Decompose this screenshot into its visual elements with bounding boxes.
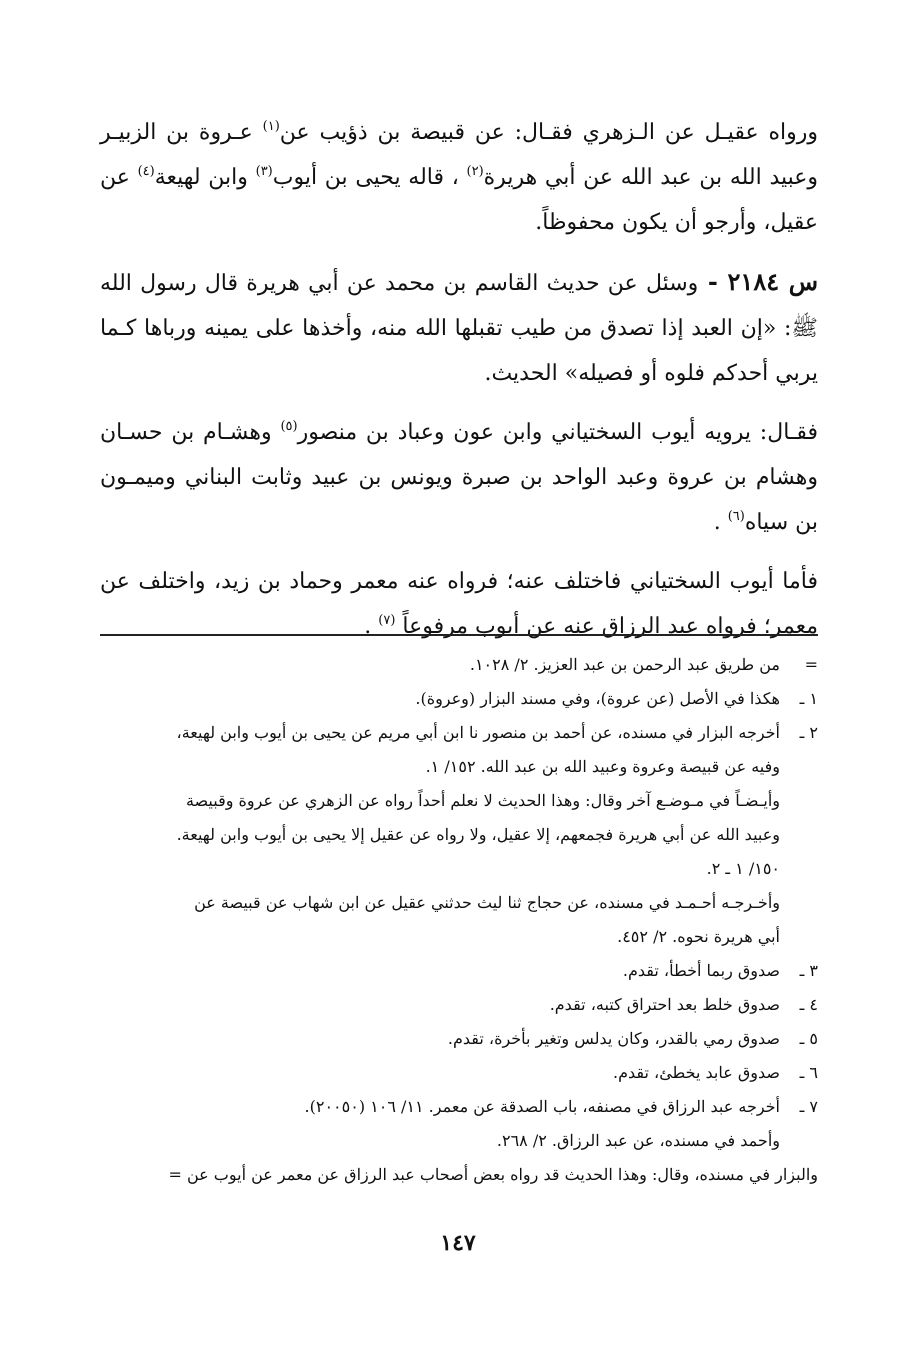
footnote-4	[100, 988, 818, 1022]
footnotes	[100, 648, 818, 1192]
paragraph-4-text: فأما أيوب السختياني فاختلف عنه؛ فرواه عنه معمر وحماد بن زيد، واختلف عن معمر؛ فرواه عبد الرزاق عنه عن أيوب مرفوعاً	[100, 569, 818, 639]
paragraph-4-text: .	[364, 614, 379, 639]
paragraph-1-text: ورواه عقيـل عن الـزهري فقـال: عن قبيصة بن ذؤيب عن	[279, 120, 819, 145]
footnote-line: صدوق خلط بعد احتراق كتبه، تقدم.	[549, 995, 780, 1014]
footnote-7-mark: ٧ ـ	[799, 1097, 818, 1116]
footnote-6-mark: ٦ ـ	[799, 1063, 818, 1082]
footnote-1	[100, 682, 818, 716]
footnote-line: أخرجه البزار في مسنده، عن أحمد بن منصور نا ابن أبي مريم عن يحيى بن أيوب وابن لهيعة،	[176, 723, 780, 742]
footnote-line: صدوق ربما أخطأ، تقدم.	[622, 961, 780, 980]
footnote-line: والبزار في مسنده، وقال: وهذا الحديث قد رواه بعض أصحاب عبد الرزاق عن معمر عن أيوب عن =	[168, 1165, 818, 1184]
footnote-5-mark: ٥ ـ	[799, 1029, 818, 1048]
footnote-line: وأخـرجـه أحـمـد في مسنده، عن حجاج ثنا ليث حدثني عقيل عن ابن شهاب عن قبيصة عن	[194, 893, 780, 912]
footnote-ref-7: (٧)	[378, 613, 396, 628]
footnote-body	[100, 1056, 780, 1090]
paragraph-question-2184	[100, 259, 818, 396]
footnote-line: من طريق عبد الرحمن بن عبد العزيز. ٢/ ١٠٢٨.	[469, 655, 780, 674]
footnote-ref-2: (٢)	[466, 164, 484, 179]
footnote-7	[100, 1090, 818, 1192]
footnote-2-mark: ٢ ـ	[799, 723, 818, 742]
footnote-line: ١٥٠/ ١ ـ ٢.	[706, 859, 780, 878]
footnote-continuation-mark: =	[804, 655, 818, 674]
footnote-line: وعبيد الله عن أبي هريرة فجمعهم، إلا عقيل، ولا رواه عن عقيل إلا يحيى بن أيوب وابن لهيعة.	[176, 825, 780, 844]
footnote-divider	[100, 634, 818, 636]
footnote-line: وأيـضـاً في مـوضـع آخر وقال: وهذا الحديث لا نعلم أحداً رواه عن الزهري عن عروة وقبيصة	[185, 791, 780, 810]
footnote-line: صدوق رمي بالقدر، وكان يدلس وتغير بأخرة، تقدم.	[447, 1029, 780, 1048]
footnote-line: وفيه عن قبيصة وعروة وعبيد الله بن عبد الله. ١٥٢/ ١.	[425, 757, 780, 776]
footnote-line: أبي هريرة نحوه. ٢/ ٤٥٢.	[617, 927, 780, 946]
footnote-body	[100, 648, 780, 682]
paragraph-1-text: وابن لهيعة	[154, 165, 256, 190]
paragraph-1-text: عـروة بن الزبيـر وعبيد الله بن عبد الله عن أبي هريرة	[100, 120, 819, 190]
footnote-ref-4: (٤)	[137, 164, 155, 179]
footnote-body	[100, 682, 780, 716]
footnote-body	[100, 954, 780, 988]
paragraph-3	[100, 410, 818, 545]
paragraph-3-text: وهشـام بن حسـان وهشام بن عروة وعبد الواحد بن صبرة ويونس بن عبيد وثابت البناني وميمـون بن سياه	[100, 420, 818, 535]
footnote-3	[100, 954, 818, 988]
footnote-body	[100, 716, 780, 954]
question-number: س ٢١٨٤ -	[698, 267, 819, 296]
footnote-2	[100, 716, 818, 954]
page-number: ١٤٧	[440, 1230, 476, 1256]
footnote-line: صدوق عابد يخطئ، تقدم.	[613, 1063, 780, 1082]
paragraph-1-text: ، قاله يحيى بن أيوب	[272, 165, 467, 190]
main-text	[100, 110, 818, 663]
paragraph-3-text: فقـال: يرويه أيوب السختياني وابن عون وعباد بن منصور	[297, 420, 818, 445]
paragraph-1-text: عن عقيل، وأرجو أن يكون محفوظاً.	[100, 165, 818, 235]
footnote-body	[100, 1022, 780, 1056]
paragraph-1	[100, 110, 818, 245]
question-text: وسئل عن حديث القاسم بن محمد عن أبي هريرة قال رسول الله ﷺ: «إن العبد إذا تصدق من طيب تقبلها الله منه، وأخذها على يمينه ورباها كـما يربي أحدكم فلوه أو فصيله» الحديث.	[100, 271, 818, 386]
footnote-line: هكذا في الأصل (عن عروة)، وفي مسند البزار (وعروة).	[415, 689, 780, 708]
footnote-ref-5: (٥)	[280, 419, 298, 434]
footnote-continuation	[100, 648, 818, 682]
footnote-6	[100, 1056, 818, 1090]
footnote-4-mark: ٤ ـ	[799, 995, 818, 1014]
footnote-ref-6: (٦)	[727, 509, 745, 524]
footnote-5	[100, 1022, 818, 1056]
paragraph-3-text: .	[713, 510, 728, 535]
footnote-3-mark: ٣ ـ	[799, 961, 818, 980]
footnote-line: أخرجه عبد الرزاق في مصنفه، باب الصدقة عن معمر. ١١/ ١٠٦ (٢٠٠٥٠).	[304, 1097, 780, 1116]
footnote-1-mark: ١ ـ	[799, 689, 818, 708]
footnote-line: وأحمد في مسنده، عن عبد الرزاق. ٢/ ٢٦٨.	[496, 1131, 780, 1150]
footnote-ref-3: (٣)	[255, 164, 273, 179]
footnote-body	[100, 988, 780, 1022]
footnote-ref-1: (١)	[262, 119, 280, 134]
